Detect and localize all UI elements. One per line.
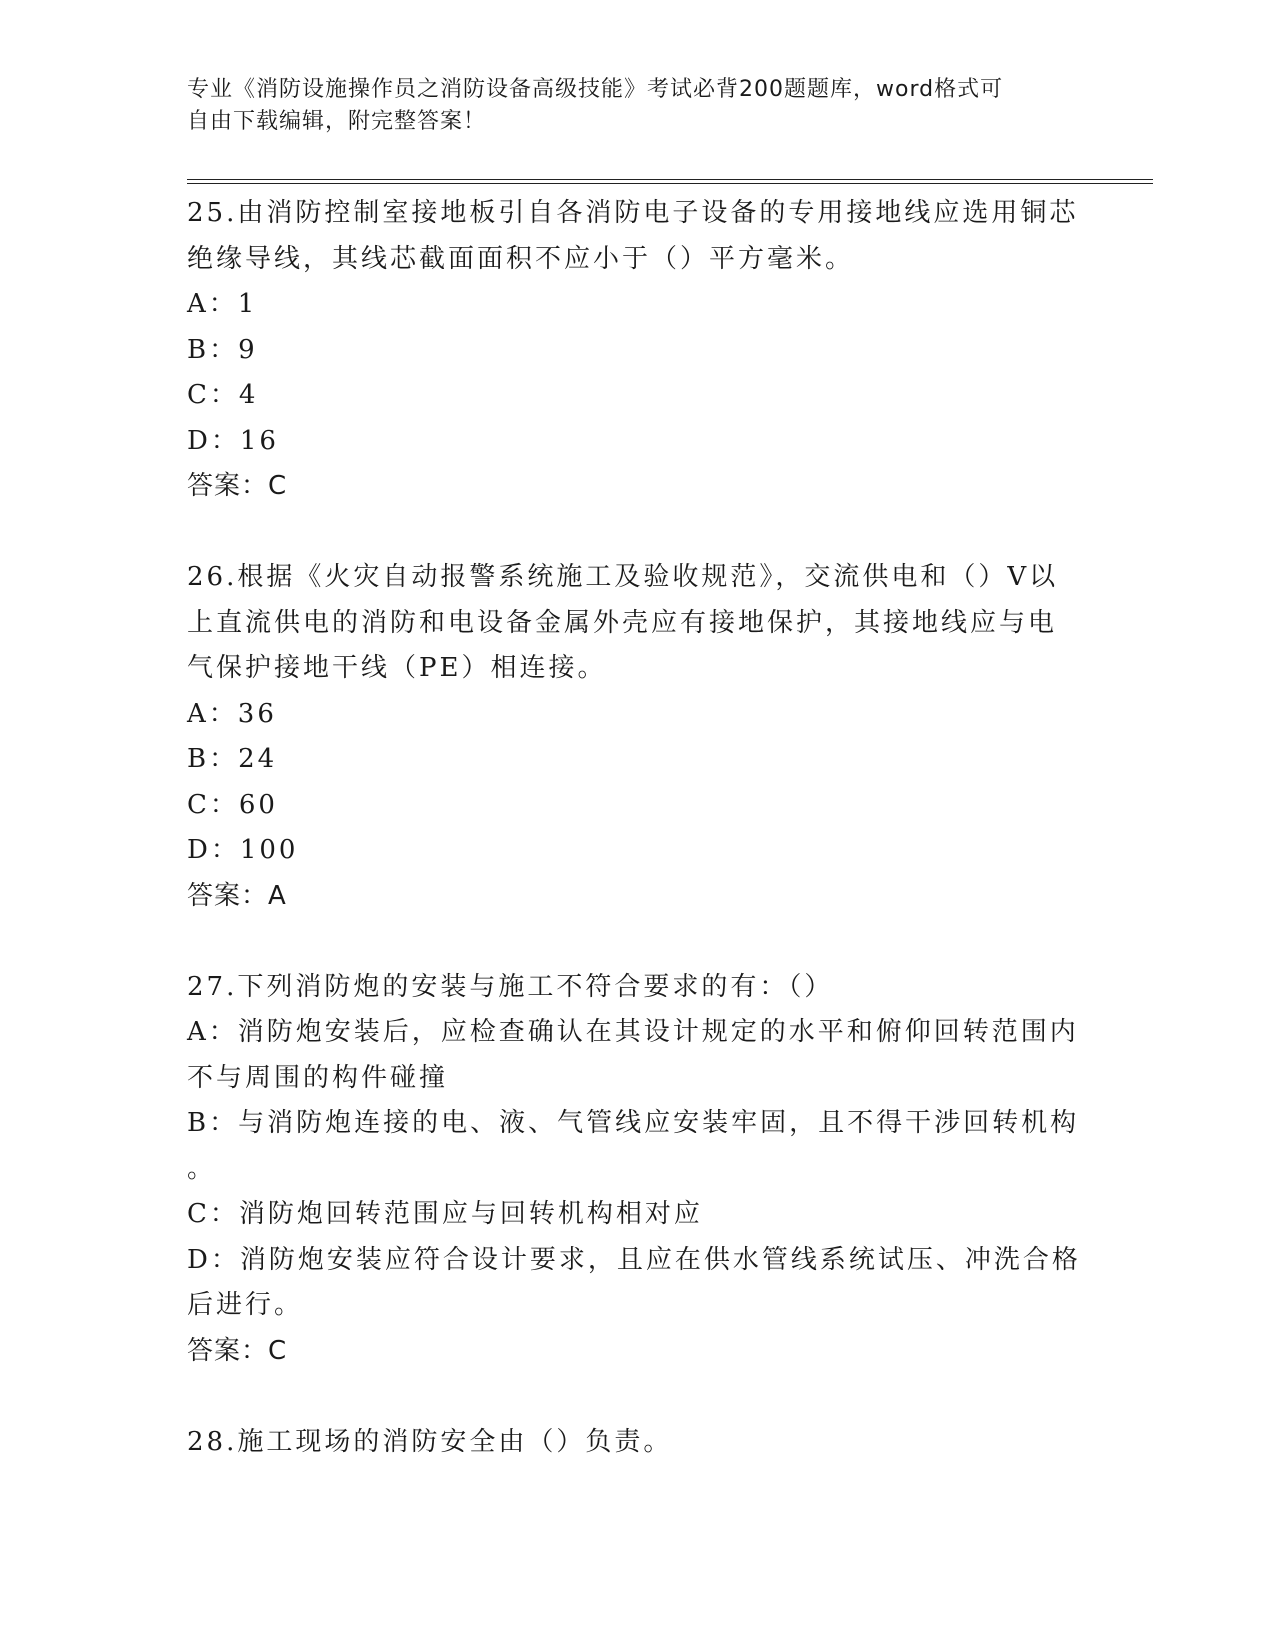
question-26	[187, 555, 1087, 919]
question-text-line: 气保护接地干线（PE）相连接。	[187, 653, 607, 683]
header-rule-bottom	[187, 183, 1153, 184]
question-list	[187, 191, 1087, 1465]
question-25	[187, 191, 1087, 510]
option-a: A：36	[187, 698, 277, 729]
spacer	[187, 919, 1087, 965]
question-28	[187, 1420, 1087, 1466]
question-text-line: 绝缘导线，其线芯截面面积不应小于（）平方毫米。	[187, 243, 855, 274]
answer-line: 答案：C	[187, 1335, 288, 1366]
option-c: C：60	[187, 789, 278, 820]
question-text-line: 28.施工现场的消防安全由（）负责。	[187, 1426, 673, 1457]
option-d: D：消防炮安装应符合设计要求，且应在供水管线系统试压、冲洗合格	[187, 1244, 1081, 1275]
option-d-continued: 后进行。	[187, 1290, 304, 1320]
header-line-2: 自由下载编辑，附完整答案！	[187, 109, 487, 134]
question-27	[187, 965, 1087, 1375]
header-line-1: 专业《消防设施操作员之消防设备高级技能》考试必背200题题库，word格式可	[187, 77, 1004, 102]
option-b-continued: 。	[187, 1153, 217, 1184]
option-d: D：100	[187, 835, 299, 865]
question-text-line: 上直流供电的消防和电设备金属外壳应有接地保护，其接地线应与电	[187, 607, 1058, 638]
option-c: C：4	[187, 380, 259, 410]
question-text-line: 26.根据《火灾自动报警系统施工及验收规范》，交流供电和（）V以	[187, 562, 1059, 592]
option-a: A：消防炮安装后，应检查确认在其设计规定的水平和俯仰回转范围内	[187, 1017, 1079, 1047]
answer-line: 答案：C	[187, 471, 288, 501]
option-d: D：16	[187, 425, 279, 456]
option-b: B：9	[187, 334, 258, 365]
option-a-continued: 不与周围的构件碰撞	[187, 1062, 449, 1093]
spacer	[187, 510, 1087, 556]
option-c: C：消防炮回转范围应与回转机构相对应	[187, 1199, 703, 1229]
option-b: B：24	[187, 744, 278, 774]
option-b: B：与消防炮连接的电、液、气管线应安装牢固，且不得干涉回转机构	[187, 1108, 1080, 1138]
header-rule-top	[187, 179, 1153, 180]
option-a: A：1	[187, 289, 258, 319]
question-text-line: 25.由消防控制室接地板引自各消防电子设备的专用接地线应选用铜芯	[187, 198, 1079, 228]
question-text-line: 27.下列消防炮的安装与施工不符合要求的有：（）	[187, 971, 834, 1002]
document-header	[187, 74, 1087, 138]
spacer	[187, 1374, 1087, 1420]
answer-line: 答案：A	[187, 880, 287, 911]
